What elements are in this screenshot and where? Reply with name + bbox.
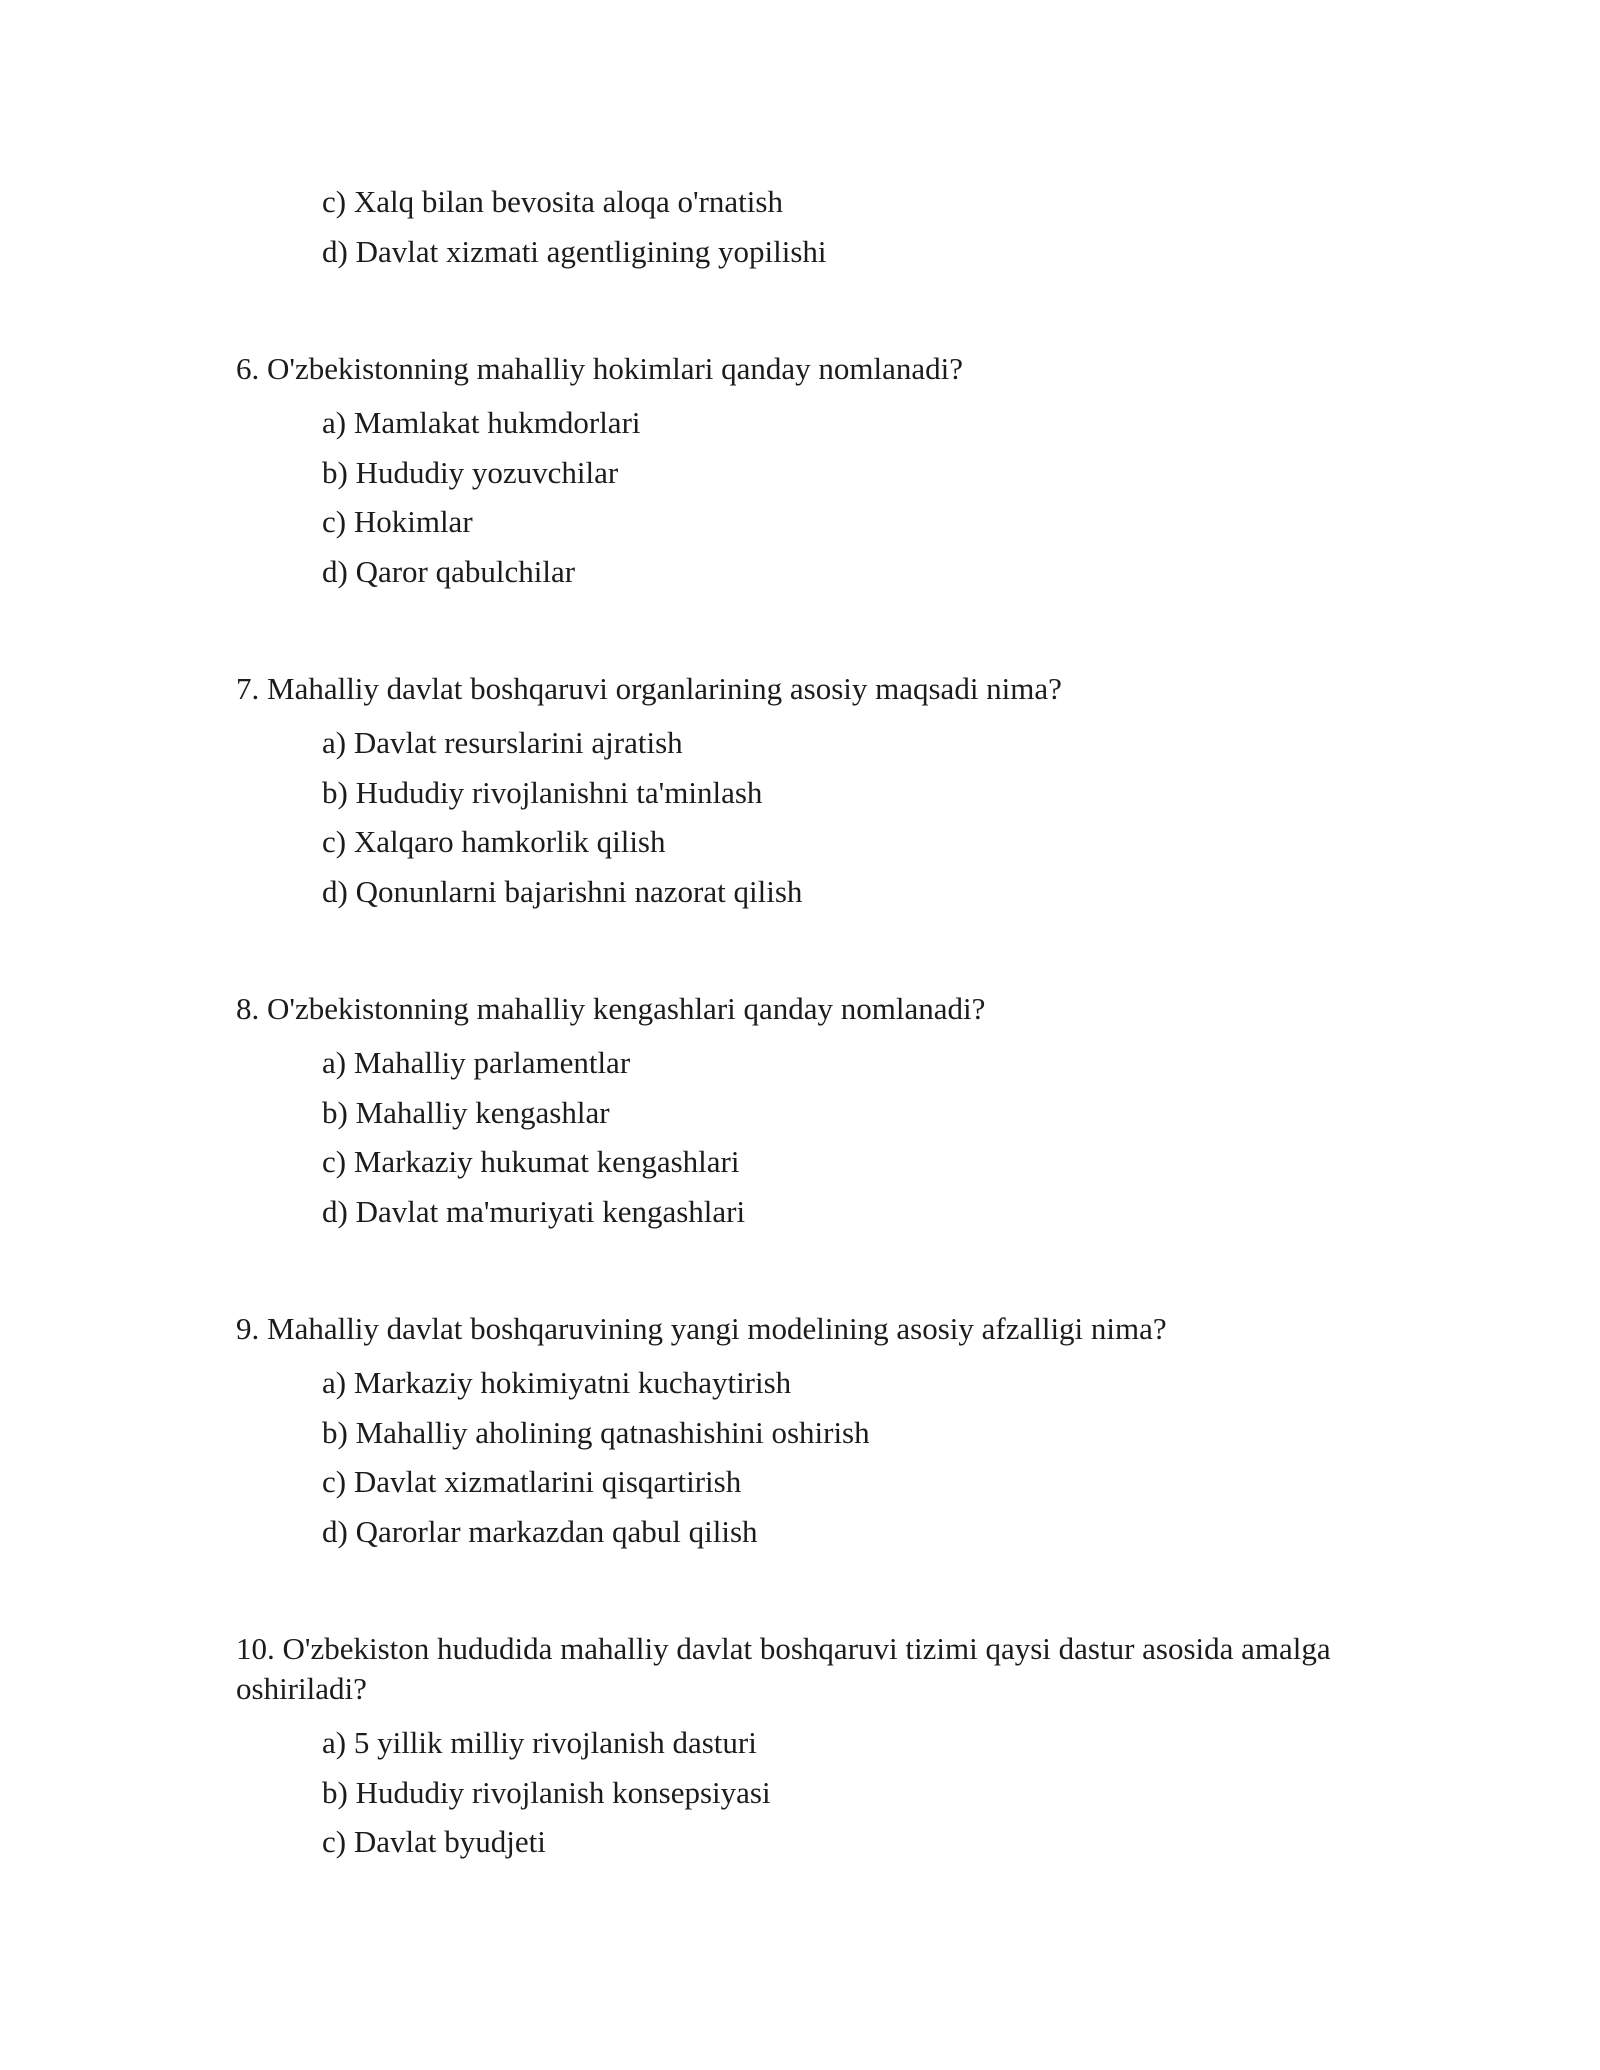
question-text: 9. Mahalliy davlat boshqaruvining yangi modelining asosiy afzalligi nima?	[236, 1311, 1167, 1346]
option-c: c) Davlat byudjeti	[322, 1824, 546, 1859]
option-a: a) Davlat resurslarini ajratish	[322, 725, 683, 760]
option-c: c) Xalq bilan bevosita aloqa o'rnatish	[322, 184, 783, 219]
question-8	[236, 989, 1366, 1241]
question-text: 8. O'zbekistonning mahalliy kengashlari qanday nomlanadi?	[236, 991, 986, 1026]
option-d: d) Davlat xizmati agentligining yopilishi	[322, 233, 827, 269]
question-text: 7. Mahalliy davlat boshqaruvi organlarining asosiy maqsadi nima?	[236, 671, 1062, 706]
option-list	[236, 1043, 1366, 1241]
question-text: 10. O'zbekiston hududida mahalliy davlat boshqaruvi tizimi qaysi dastur asosida amalga oshiriladi?	[236, 1631, 1331, 1706]
question-text: 6. O'zbekistonning mahalliy hokimlari qanday nomlanadi?	[236, 351, 964, 386]
option-c: c) Xalqaro hamkorlik qilish	[322, 824, 666, 859]
option-list	[236, 723, 1366, 921]
option-c: c) Markaziy hukumat kengashlari	[322, 1144, 740, 1179]
option-a: a) Markaziy hokimiyatni kuchaytirish	[322, 1365, 792, 1400]
option-d: d) Qaror qabulchilar	[322, 553, 576, 589]
spacer	[236, 1561, 1366, 1629]
option-b: b) Hududiy rivojlanish konsepsiyasi	[322, 1774, 771, 1810]
option-b: b) Hududiy yozuvchilar	[322, 454, 619, 490]
spacer	[236, 1241, 1366, 1309]
spacer	[236, 281, 1366, 349]
option-b: b) Hududiy rivojlanishni ta'minlash	[322, 774, 763, 810]
option-a: a) Mamlakat hukmdorlari	[322, 405, 641, 440]
option-d: d) Davlat ma'muriyati kengashlari	[322, 1193, 746, 1229]
option-a: a) Mahalliy parlamentlar	[322, 1045, 631, 1080]
question-10	[236, 1629, 1366, 1872]
continued-options	[236, 182, 1366, 281]
quiz-content	[236, 182, 1366, 1872]
option-list	[236, 1723, 1366, 1872]
question-6	[236, 349, 1366, 601]
option-d: d) Qonunlarni bajarishni nazorat qilish	[322, 873, 803, 909]
option-d: d) Qarorlar markazdan qabul qilish	[322, 1513, 758, 1549]
question-7	[236, 669, 1366, 921]
option-b: b) Mahalliy kengashlar	[322, 1094, 610, 1130]
option-a: a) 5 yillik milliy rivojlanish dasturi	[322, 1725, 757, 1760]
option-b: b) Mahalliy aholining qatnashishini oshirish	[322, 1414, 870, 1450]
question-9	[236, 1309, 1366, 1561]
spacer	[236, 601, 1366, 669]
option-c: c) Davlat xizmatlarini qisqartirish	[322, 1464, 742, 1499]
spacer	[236, 921, 1366, 989]
option-list	[236, 403, 1366, 601]
option-list	[236, 1363, 1366, 1561]
option-c: c) Hokimlar	[322, 504, 473, 539]
